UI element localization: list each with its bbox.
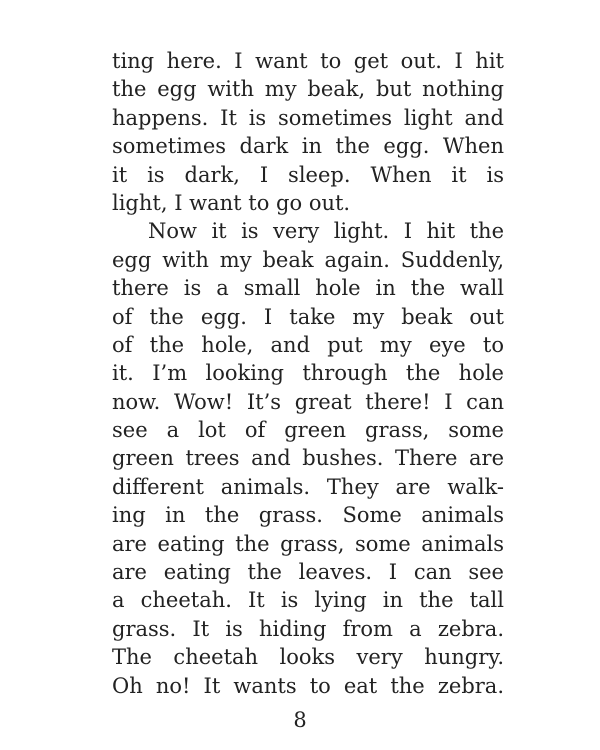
- text-line: of the egg. I take my beak out: [112, 304, 504, 329]
- text-line: different animals. They are walk-: [112, 474, 504, 499]
- text-line: the egg with my beak, but nothing: [112, 77, 504, 102]
- text-line: grass. It is hiding from a zebra.: [112, 616, 504, 641]
- text-line: it is dark, I sleep. When it is: [112, 162, 504, 187]
- text-line: sometimes dark in the egg. When: [112, 134, 504, 159]
- body-text: [112, 47, 504, 700]
- text-line: see a lot of green grass, some: [112, 418, 504, 443]
- text-line: ing in the grass. Some animals: [112, 503, 504, 528]
- page-number: 8: [293, 708, 307, 732]
- text-line: ting here. I want to get out. I hit: [112, 49, 504, 73]
- text-line: egg with my beak again. Suddenly,: [112, 247, 504, 272]
- text-line: there is a small hole in the wall: [112, 276, 504, 301]
- text-line: The cheetah looks very hungry.: [112, 645, 504, 670]
- text-line: it. I’m looking through the hole: [112, 361, 504, 386]
- text-line: now. Wow! It’s great there! I can: [112, 389, 504, 414]
- text-line: are eating the leaves. I can see: [112, 560, 504, 585]
- text-line: happens. It is sometimes light and: [112, 105, 504, 130]
- text-line: of the hole, and put my eye to: [112, 332, 504, 357]
- text-line: are eating the grass, some animals: [112, 531, 504, 556]
- text-line: light, I want to go out.: [112, 190, 351, 215]
- text-line: Oh no! It wants to eat the zebra.: [112, 673, 504, 698]
- text-line: Now it is very light. I hit the: [148, 219, 504, 244]
- text-line: green trees and bushes. There are: [112, 446, 504, 471]
- text-line: a cheetah. It is lying in the tall: [112, 588, 504, 613]
